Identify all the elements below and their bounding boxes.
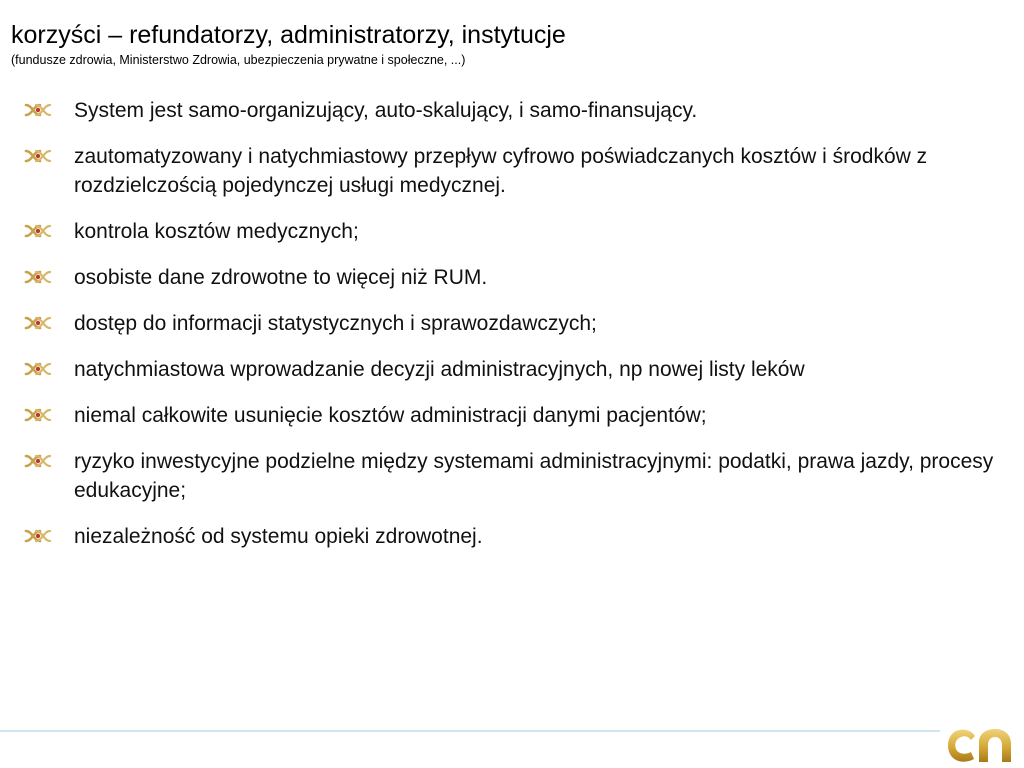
bullet-item (0, 142, 1010, 200)
bullet-item (0, 447, 1010, 505)
bullet-item (0, 309, 1010, 338)
bullet-text: niemal całkowite usunięcie kosztów administracji danymi pacjentów; (74, 404, 707, 427)
slide-title: korzyści – refundatorzy, administratorzy, instytucje (11, 21, 566, 49)
bullet-text: System jest samo-organizujący, auto-skalujący, i samo-finansujący. (74, 99, 698, 122)
bullet-text: dostęp do informacji statystycznych i sprawozdawczych; (74, 312, 597, 335)
bullet-item (0, 96, 1010, 125)
ornament-bullet-icon (23, 148, 53, 164)
ornament-bullet-icon (23, 102, 53, 118)
ornament-bullet-icon (23, 453, 53, 469)
ornament-bullet-icon (23, 407, 53, 423)
cn-logo-icon (941, 722, 1023, 768)
bullet-text: kontrola kosztów medycznych; (74, 220, 359, 243)
ornament-bullet-icon (23, 528, 53, 544)
bullet-item (0, 217, 1010, 246)
ornament-bullet-icon (23, 361, 53, 377)
bullet-text: niezależność od systemu opieki zdrowotnej. (74, 525, 483, 548)
ornament-bullet-icon (23, 223, 53, 239)
bullet-text: osobiste dane zdrowotne to więcej niż RUM. (74, 266, 488, 289)
bullet-text: zautomatyzowany i natychmiastowy przepływ cyfrowo poświadczanych kosztów i środków z rozdzielczością pojedynczej usługi medycznej. (74, 145, 928, 197)
ornament-bullet-icon (23, 315, 53, 331)
bullet-item (0, 401, 1010, 430)
bullet-item (0, 263, 1010, 292)
slide-subtitle: (fundusze zdrowia, Ministerstwo Zdrowia, ubezpieczenia prywatne i społeczne, ...) (11, 53, 466, 67)
footer-divider (0, 730, 940, 732)
bullet-text: natychmiastowa wprowadzanie decyzji administracyjnych, np nowej listy leków (74, 358, 805, 381)
bullet-list (0, 96, 1010, 568)
bullet-item (0, 355, 1010, 384)
bullet-text: ryzyko inwestycyjne podzielne między systemami administracyjnymi: podatki, prawa jazdy, procesy edukacyjne; (74, 450, 994, 502)
bullet-item (0, 522, 1010, 551)
ornament-bullet-icon (23, 269, 53, 285)
